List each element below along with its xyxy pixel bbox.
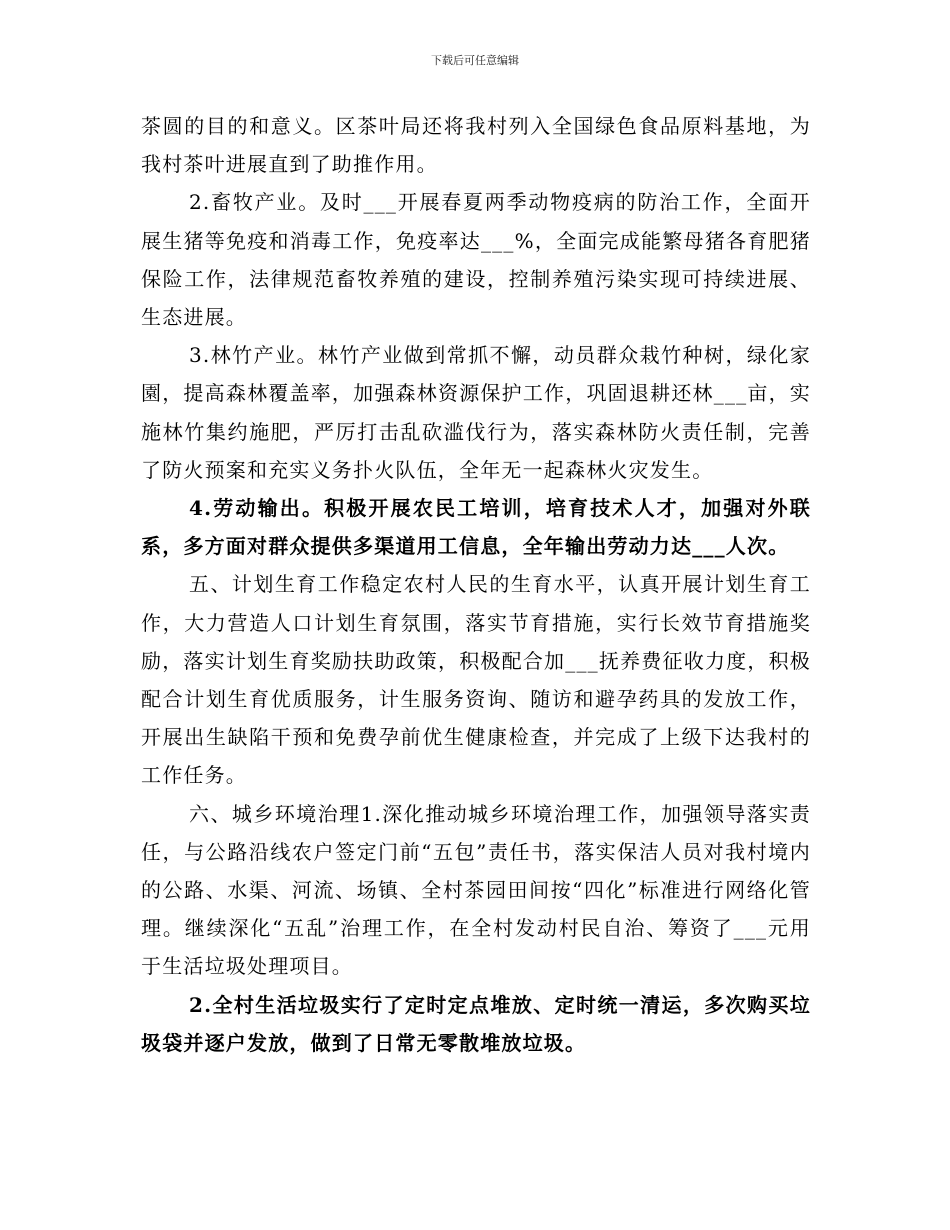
document-body [141,107,811,1062]
paragraph-environment: 六、城乡环境治理1.深化推动城乡环境治理工作，加强领导落实责任，与公路沿线农户签定门前“五包”责任书，落实保洁人员对我村境内的公路、水渠、河流、场镇、全村茶园田间按“四化”标准进行网络化管理。继续深化“五乱”治理工作，在全村发动村民自治、筹资了___元用于生活垃圾处理项目。 [141,801,811,979]
paragraph-livestock: 2.畜牧产业。及时___开展春夏两季动物疫病的防治工作，全面开展生猪等免疫和消毒工作，免疫率达___%，全面完成能繁母猪各育肥猪保险工作，法律规范畜牧养殖的建设，控制养殖污染实现可持续进展、生态进展。 [141,190,811,330]
paragraph-forestry: 3.林竹产业。林竹产业做到常抓不懈，动员群众栽竹种树，绿化家園，提高森林覆盖率，加强森林资源保护工作，巩固退耕还林___亩，实施林竹集约施肥，严厉打击乱砍滥伐行为，落实森林防火责任制，完善了防火预案和充实义务扑火队伍，全年无一起森林火灾发生。 [141,343,811,482]
paragraph-family-planning: 五、计划生育工作稳定农村人民的生育水平，认真开展计划生育工作，大力营造人口计划生育氛围，落实节育措施，实行长效节育措施奖励，落实计划生育奖励扶助政策，积极配合加___抚养费征收力度，积极配合计划生育优质服务，计生服务资询、随访和避孕药具的发放工作，开展出生缺陷干预和免费孕前优生健康检查，并完成了上级下达我村的工作任务。 [141,572,811,788]
page-header: 下载后可任意编辑 [431,54,519,67]
paragraph-continuation: 茶圆的目的和意义。区茶叶局还将我村列入全国绿色食品原料基地，为我村茶叶进展直到了助推作用。 [141,114,811,177]
paragraph-labor-export: 4.劳动输出。积极开展农民工培训，培育技术人才，加强对外联系，多方面对群众提供多渠道用工信息，全年输出劳动力达___人次。 [141,496,811,559]
paragraph-garbage: 2.全村生活垃圾实行了定时定点堆放、定时统一清运，多次购买垃圾袋并逐户发放，做到了日常无零散堆放垃圾。 [141,992,811,1055]
